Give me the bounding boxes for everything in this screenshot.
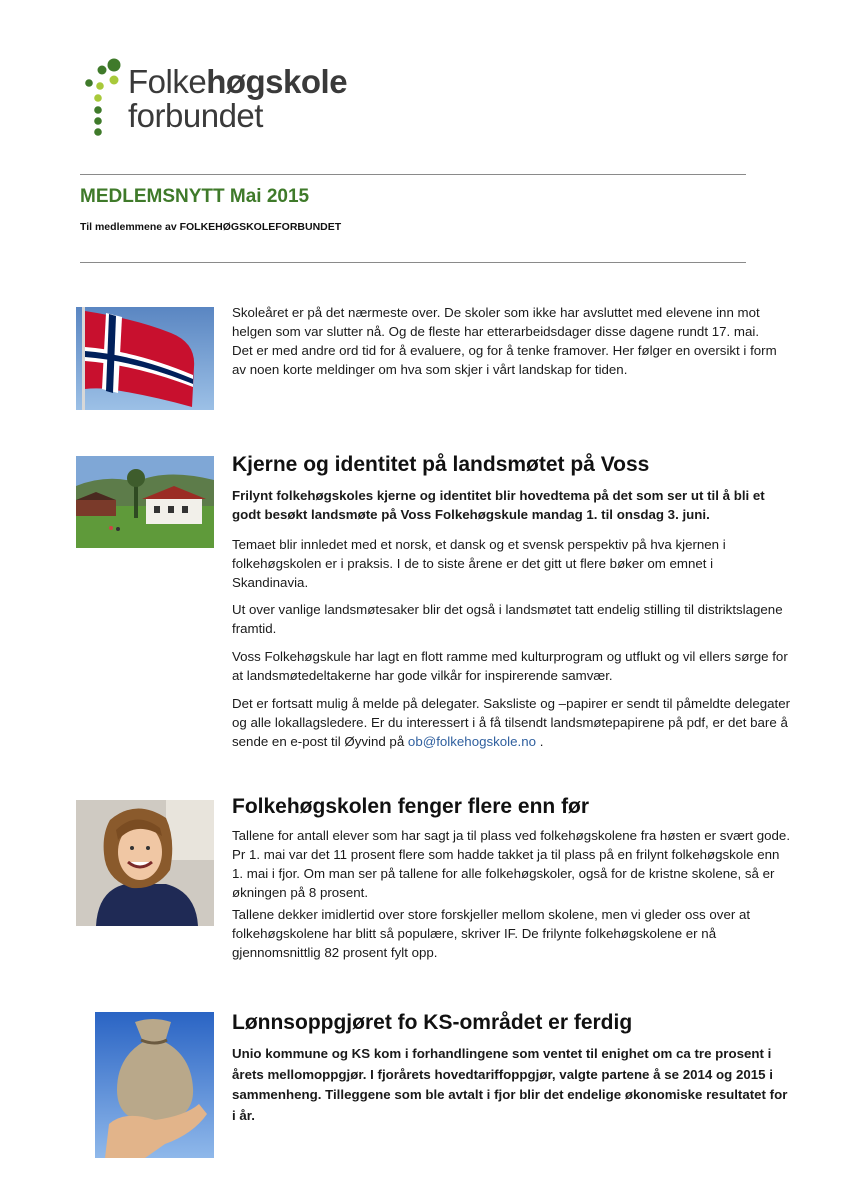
- newsletter-title: MEDLEMSNYTT Mai 2015: [80, 186, 310, 207]
- organisation-logo: [80, 58, 380, 138]
- article-voss-paragraph: Temaet blir innledet med et norsk, et dansk og et svensk perspektiv på hva kjernen i folkehøgskolen er i praksis. I de to siste årene er det gitt ut flere bøker om emnet i Skandinavia.: [232, 537, 726, 590]
- logo-dots-icon: [80, 58, 124, 138]
- article-wage-lead: Unio kommune og KS kom i forhandlingene som ventet til enighet om ca tre prosent i årets mellomoppgjør. I fjorårets hovedtariffoppgjør, valgte partene å se 2014 og 2015 i sammenheng. Tilleggene som ble avtalt i fjor blir det endelige økonomiske resultatet for i år.: [232, 1046, 788, 1123]
- voss-school-photo: [76, 456, 214, 548]
- logo-wordmark-line2: forbundet: [128, 97, 263, 134]
- email-link[interactable]: ob@folkehogskole.no: [407, 734, 537, 749]
- newsletter-recipient-line: Til medlemmene av FOLKEHØGSKOLEFORBUNDET: [80, 221, 342, 233]
- article-voss-lead: Frilynt folkehøgskoles kjerne og identitet blir hovedtema på det som ser ut til å bli et godt besøkt landsmøte på Voss Folkehøgskule mandag 1. til onsdag 3. juni.: [232, 488, 765, 522]
- masthead-divider: [80, 262, 746, 263]
- article-enrolment-heading: Folkehøgskolen fenger flere enn før: [232, 795, 590, 818]
- logo-wordmark-line1: [128, 64, 347, 100]
- article-wage-heading: Lønnsoppgjøret fo KS-området er ferdig: [232, 1011, 633, 1034]
- logo-wordmark-bold: høgskole: [206, 63, 348, 100]
- logo-wordmark-light: Folke: [128, 63, 207, 100]
- article-voss-paragraph-end: .: [536, 734, 544, 749]
- article-enrolment-paragraph: Tallene for antall elever som har sagt ja til plass ved folkehøgskolene fra høsten er svært gode. Pr 1. mai var det 11 prosent flere som hadde takket ja til plass på en frilynt folkehøgskole enn 1. mai i fjor. Om man ser på tallene for alle folkehøgskoler, også for de kristne skolene, så er økningen på 8 prosent.: [232, 828, 791, 900]
- article-enrolment-paragraph: Tallene dekker imidlertid over store forskjeller mellom skolene, men vi gleder oss over at folkehøgskolene har blitt så populære, skriver IF. De frilynte folkehøgskolene er nå gjennomsnittlig 82 prosent fylt opp.: [232, 907, 751, 960]
- top-divider: [80, 174, 746, 175]
- article-voss-paragraph: Voss Folkehøgskule har lagt en flott ramme med kulturprogram og utflukt og vil ellers sørge for at landsmøtedeltakerne har gode vilkår for inspirerende samvær.: [232, 649, 788, 683]
- article-voss-paragraph: Ut over vanlige landsmøtesaker blir det også i landsmøtet tatt endelig stilling til distriktslagene framtid.: [232, 602, 783, 636]
- norwegian-flag-photo: [76, 307, 214, 410]
- smiling-student-photo: [76, 800, 214, 926]
- article-voss-paragraph-text: Det er fortsatt mulig å melde på delegater. Saksliste og –papirer er sendt til påmeldte delegater og alle lokallagsledere. Er du interessert i å få tilsendt landsmøtepapirene på pdf, er det bare å sende en e-post til Øyvind på: [232, 696, 791, 749]
- article-voss-paragraph: [232, 694, 792, 751]
- article-voss-heading: Kjerne og identitet på landsmøtet på Voss: [232, 453, 650, 476]
- money-bag-photo: [95, 1012, 214, 1158]
- intro-paragraph: Skoleåret er på det nærmeste over. De skoler som ikke har avsluttet med elevene inn mot helgen som var slutter nå. Og de fleste har etterarbeidsdager disse dagene rundt 17. mai. Det er med andre ord tid for å evaluere, og for å tenke framover. Her følger en oversikt i form av noen korte meldinger om hva som skjer i vårt landskap for tiden.: [232, 305, 777, 377]
